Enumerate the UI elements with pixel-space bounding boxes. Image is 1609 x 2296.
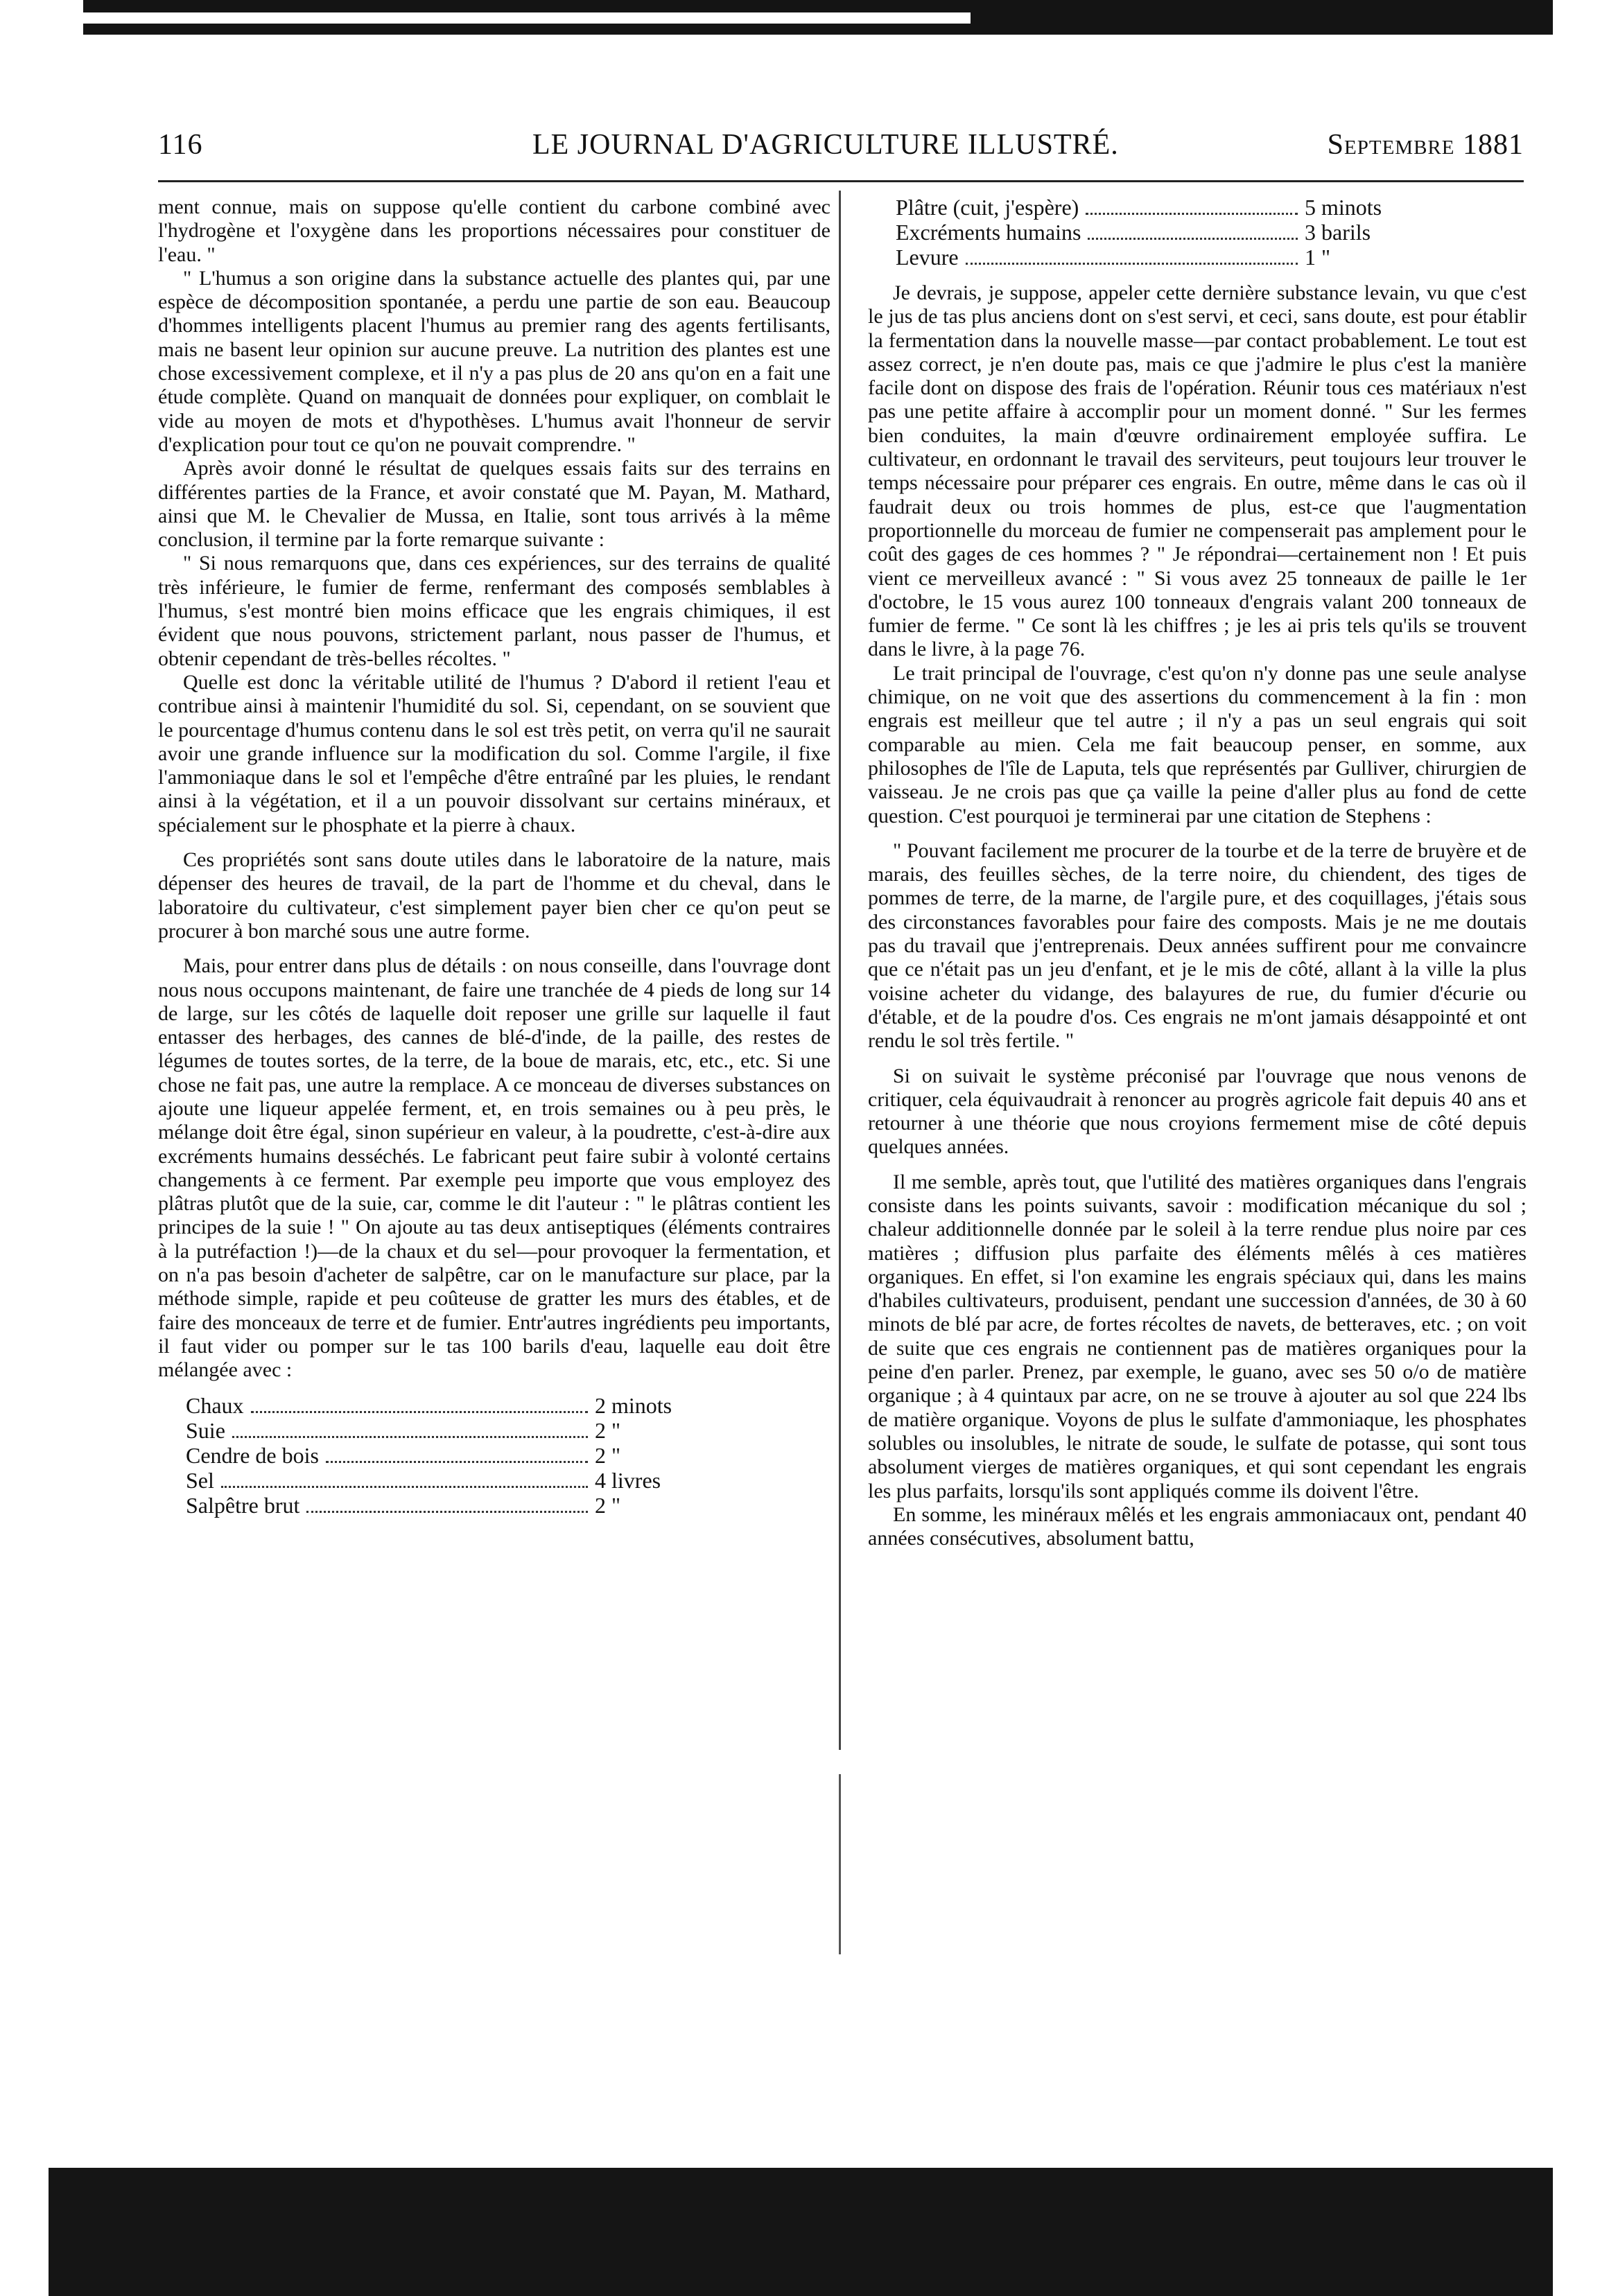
ingredient-name: Plâtre (cuit, j'espère) <box>896 195 1079 220</box>
dot-leader <box>1088 238 1298 240</box>
header-rule <box>158 180 1524 182</box>
ingredient-row <box>186 1394 699 1419</box>
ingredient-list <box>896 195 1409 270</box>
left-column <box>158 195 830 1518</box>
ingredient-row <box>186 1469 699 1493</box>
ingredient-name: Cendre de bois <box>186 1442 319 1468</box>
ingredient-quantity: 5 minots <box>1305 195 1382 220</box>
ingredient-quantity: 1 " <box>1305 245 1331 270</box>
ingredient-name: Sel <box>186 1467 214 1493</box>
paragraph: " Si nous remarquons que, dans ces expériences, sur des terrains de qualité très inférieure, le fumier de ferme, renfermant des composés semblables à l'humus, s'est montré bien moins efficace que les engrais chimiques, il est évident que nous pouvons, strictement parlant, nous passer de l'humus, et obtenir cependant de très-belles récoltes. " <box>158 552 830 670</box>
ingredient-name: Chaux <box>186 1392 244 1418</box>
ingredient-name: Levure <box>896 245 959 270</box>
scan-bottom-edge <box>49 2168 1553 2296</box>
ingredient-row <box>186 1419 699 1444</box>
dot-leader <box>306 1511 588 1513</box>
paragraph: Il me semble, après tout, que l'utilité des matières organiques dans l'engrais consiste dans les points suivants, savoir : modification mécanique du sol ; chaleur additionnelle donnée par le soleil à la terre rendue plus noire par ces matières ; diffusion plus parfaite des éléments mêlés à ces matières organiques. En effet, si l'on examine les engrais spéciaux qui, dans les mains d'habiles cultivateurs, produisent, pendant une succession d'années, de 30 à 60 minots de blé par acre, de fortes récoltes de navets, de betteraves, etc. ; on voit de suite que ces engrais ne contiennent pas de matières organiques pour la peine d'en parler. Prenez, par exemple, le guano, avec ses 50 o/o de matière organique ; à 4 quintaux par acre, on ne se trouve à ajouter au sol que 224 lbs de matière organique. Voyons de plus le sulfate d'ammoniaque, les phosphates solubles ou insolubles, le nitrate de soude, le sulfate de potasse, qui sont tous absolument vierges de matières organiques, et qui sont cependant les engrais les plus parfaits, lorsqu'ils sont appliqués comme ils doivent l'être. <box>868 1170 1527 1502</box>
ingredient-quantity: 3 barils <box>1305 220 1371 245</box>
paragraph: " L'humus a son origine dans la substance actuelle des plantes qui, par une espèce de décomposition spontanée, a perdu une partie de son eau. Beaucoup d'hommes intelligents placent l'humus au premier rang des agents fertilisants, mais ne basent leur opinion sur aucune preuve. La nutrition des plantes est une chose excessivement complexe, et il n'y a pas plus de 20 ans qu'on en a fait une étude complète. Quand on manquait de données pour expliquer, on comblait le vide au moyen de mots et d'hypothèses. L'humus avait l'honneur de servir d'explication pour tout ce qu'on ne pouvait comprendre. " <box>158 266 830 456</box>
paragraph: Si on suivait le système préconisé par l'ouvrage que nous venons de critiquer, cela équivaudrait à renoncer au progrès agricole fait depuis 40 ans et retourner à une théorie que nous croyions fermement mise de côté depuis quelques années. <box>868 1064 1527 1159</box>
ingredient-quantity: 2 minots <box>595 1392 672 1418</box>
column-divider-lower <box>839 1774 841 1954</box>
ingredient-row <box>896 245 1409 270</box>
ingredient-quantity: 2 " <box>595 1442 621 1468</box>
dot-leader <box>1086 213 1298 215</box>
paragraph: Je devrais, je suppose, appeler cette dernière substance levain, vu que c'est le jus de tas plus anciens dont on s'est servi, et ceci, sans doute, est pour établir la fermentation dans la nouvelle masse—par contact probablement. Le tout est assez correct, je n'en doute pas, mais ce que j'admire le plus c'est la manière facile dont on dispose des frais de l'opération. Réunir tous ces matériaux n'est pas une petite affaire à accomplir pour un moment donné. " Sur les fermes bien conduites, la main d'œuvre ordinairement employée suffira. Le cultivateur, en ordonnant le travail des serviteurs, peut toujours leur trouver le temps nécessaire pour préparer ces engrais. En outre, même dans le cas où il faudrait deux ou trois hommes de plus, est-ce que l'augmentation proportionnelle du morceau de fumier ne compenserait pas amplement pour le coût des gages de ces hommes ? " Je répondrai—certainement non ! Et puis vient ce merveilleux avancé : " Si vous avez 25 tonneaux de paille le 1er d'octobre, le 15 vous aurez 100 tonneaux d'engrais valant 200 tonneaux de fumier de ferme. " Ce sont là les chiffres ; je les ai pris tels qu'ils se trouvent dans le livre, à la page 76. <box>868 281 1527 661</box>
page-header <box>158 128 1524 163</box>
journal-title: LE JOURNAL D'AGRICULTURE ILLUSTRÉ. <box>532 129 1119 161</box>
ingredient-name: Suie <box>186 1417 225 1443</box>
paragraph: ment connue, mais on suppose qu'elle contient du carbone combiné avec l'hydrogène et l'oxygène dans les proportions nécessaires pour constituer de l'eau. " <box>158 195 830 266</box>
dot-leader <box>966 263 1298 265</box>
ingredient-name: Excréments humains <box>896 220 1081 245</box>
ingredient-row <box>896 220 1409 245</box>
paragraph: Mais, pour entrer dans plus de détails : on nous conseille, dans l'ouvrage dont nous nous occupons maintenant, de faire une tranchée de 4 pieds de long sur 14 de large, sur les côtés de laquelle doit reposer une grille sur laquelle il faut entasser des herbages, des cannes de blé-d'inde, de la paille, des restes de légumes de toutes sortes, de la terre, de la boue de marais, etc, etc., etc. Si une chose ne fait pas, une autre la remplace. A ce monceau de diverses substances on ajoute une liqueur appelée ferment, et, en trois semaines ou à peu près, le mélange doit être égal, sinon supérieur en valeur, à la poudrette, c'est-à-dire aux excréments humains desséchés. Le fabricant peut faire subir à volonté certains changements à ce ferment. Par exemple peu importe que vous employez des plâtras plutôt que de la suie, car, comme le dit l'auteur : " le plâtras contient les principes de la suie ! " On ajoute au tas deux antiseptiques (éléments contraires à la putréfaction !)—de la chaux et du sel—pour provoquer la fermentation, et on n'a pas besoin d'acheter de salpêtre, car on le manufacture sur place, par la méthode simple, rapide et peu coûteuse de gratter les murs des étables, et de faire des monceaux de terre et de fumier. Entr'autres ingrédients peu importants, il faut vider ou pomper sur le tas 100 barils d'eau, laquelle eau doit être mélangée avec : <box>158 954 830 1382</box>
ingredient-list <box>186 1394 699 1518</box>
paragraph: Le trait principal de l'ouvrage, c'est qu'on n'y donne pas une seule analyse chimique, on ne voit que des assertions du commencement à la fin : mon engrais est meilleur que tel autre ; il n'y a pas un seul engrais qui soit comparable au mien. Cela me fait beaucoup penser, en somme, aux philosophes de l'île de Laputa, tels que représentés par Gulliver, chirurgien de vaisseau. Je ne crois pas que ça vaille la peine d'aller plus au fond de cette question. C'est pourquoi je terminerai par une citation de Stephens : <box>868 661 1527 827</box>
paragraph: Quelle est donc la véritable utilité de l'humus ? D'abord il retient l'eau et contribue ainsi à maintenir l'humidité du sol. Si, cependant, on se souvient que le pourcentage d'humus contenu dans le sol est très petit, on verra qu'il ne saurait avoir une grande influence sur la modification du sol. Comme l'argile, il fixe l'ammoniaque dans le sol et l'empêche d'être entraîné par les pluies, le rendant ainsi à la végétation, et il a un pouvoir dissolvant sur certains minéraux, et spécialement sur le phosphate et la pierre à chaux. <box>158 670 830 836</box>
dot-leader <box>326 1461 588 1463</box>
column-divider <box>839 191 841 1750</box>
paragraph: Après avoir donné le résultat de quelques essais faits sur des terrains en différentes parties de la France, et avoir constaté que M. Payan, M. Mathard, ainsi que M. le Chevalier de Mussa, en Italie, sont tous arrivés à la même conclusion, il termine par la forte remarque suivante : <box>158 457 830 552</box>
page-number: 116 <box>158 129 203 161</box>
ingredient-quantity: 2 " <box>595 1417 621 1443</box>
paragraph: Ces propriétés sont sans doute utiles dans le laboratoire de la nature, mais dépenser des heures de travail, de la part de l'homme et du cheval, dans le laboratoire du cultivateur, c'est simplement payer bien cher ce qu'on peut se procurer à bon marché sous une autre forme. <box>158 848 830 943</box>
ingredient-row <box>186 1444 699 1469</box>
issue-date: Septembre 1881 <box>1327 129 1524 161</box>
paragraph: " Pouvant facilement me procurer de la tourbe et de la terre de bruyère et de marais, des feuilles sèches, de la terre noire, du chiendent, des tiges de pommes de terre, de la marne, de l'argile pure, et des coquillages, j'étais sous des circonstances favorables pour faire des composts. Mais je ne me doutais pas du travail que j'entreprenais. Deux années suffirent pour me convaincre que ce n'était pas un jeu d'enfant, et je le mis de côté, allant à la ville la plus voisine acheter du vidange, des balayures de rue, du fumier d'écurie ou d'étable, et de la poudre d'os. Ces engrais ne m'ont jamais désappointé et ont rendu le sol très fertile. " <box>868 839 1527 1053</box>
ingredient-quantity: 4 livres <box>595 1467 661 1493</box>
ingredient-name: Salpêtre brut <box>186 1492 300 1518</box>
right-column <box>868 195 1527 1550</box>
dot-leader <box>251 1411 588 1413</box>
ingredient-quantity: 2 " <box>595 1492 621 1518</box>
ingredient-row <box>896 195 1409 220</box>
ingredient-row <box>186 1493 699 1518</box>
dot-leader <box>221 1486 588 1488</box>
scan-top-edge-gap <box>83 12 971 24</box>
paragraph: En somme, les minéraux mêlés et les engrais ammoniacaux ont, pendant 40 années consécutives, absolument battu, <box>868 1502 1527 1550</box>
dot-leader <box>232 1436 588 1438</box>
